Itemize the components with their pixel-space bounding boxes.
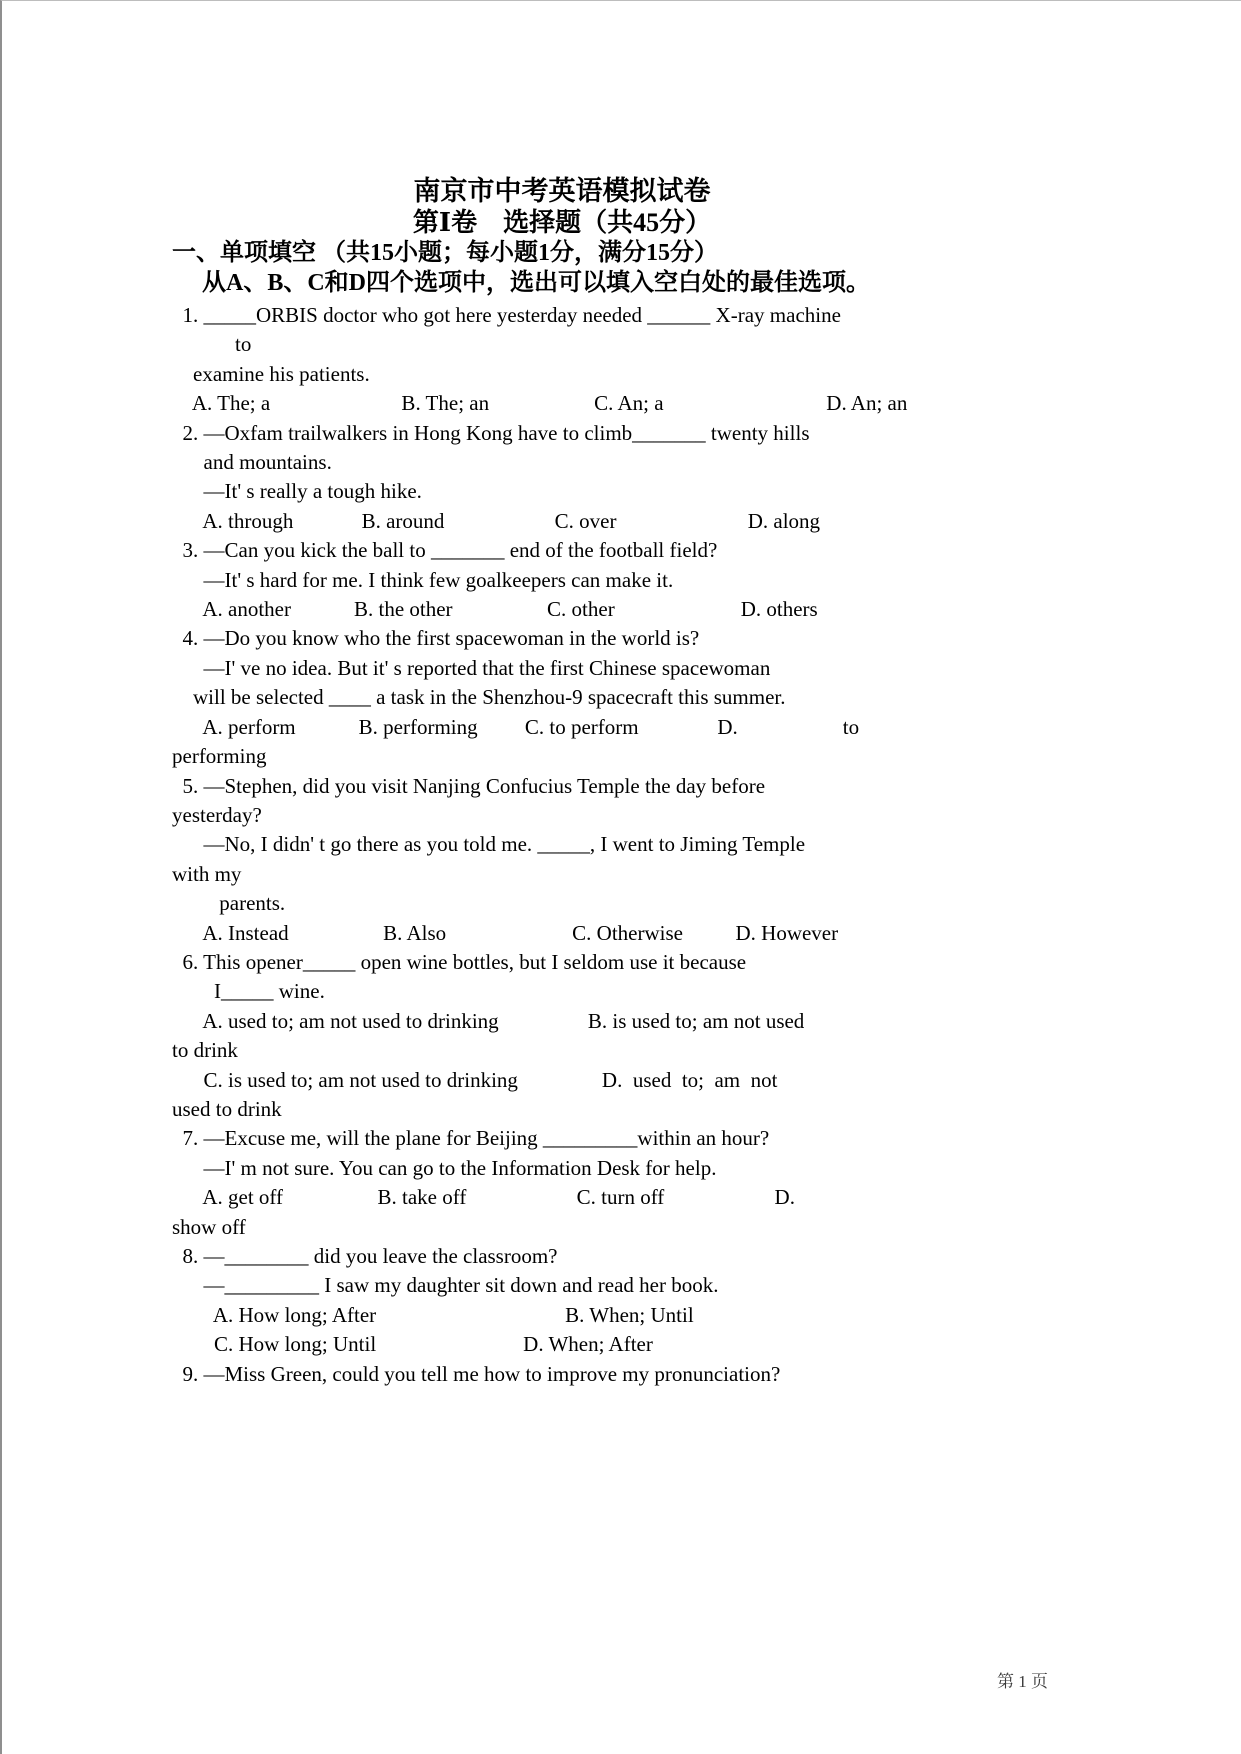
section-heading: 一、单项填空 （共15小题；每小题1分，满分15分）: [172, 240, 718, 266]
text-line: —I' ve no idea. But it' s reported that the first Chinese spacewoman: [172, 655, 771, 680]
text-line: 3. —Can you kick the ball to _______ end of the football field?: [172, 538, 718, 563]
text-line: to: [172, 332, 252, 357]
text-line: —It' s really a tough hike.: [172, 479, 422, 504]
text-line: parents.: [172, 891, 286, 916]
text-line: A. another B. the other C. other D. others: [172, 597, 818, 622]
text-line: C. is used to; am not used to drinking D. used to; am not: [172, 1067, 778, 1092]
text-line: and mountains.: [172, 450, 332, 475]
text-line: A. get off B. take off C. turn off D.: [172, 1185, 795, 1210]
text-line: to drink: [172, 1038, 238, 1063]
text-line: A. perform B. performing C. to perform D. to: [172, 714, 860, 739]
section-instruction: 从A、B、C和D四个选项中，选出可以填入空白处的最佳选项。: [202, 270, 871, 296]
document-subtitle: 第Ⅰ卷 选择题（共45分）: [412, 208, 712, 237]
text-line: 4. —Do you know who the first spacewoman in the world is?: [172, 626, 700, 651]
text-line: show off: [172, 1214, 246, 1239]
text-line: C. How long; Until D. When; After: [172, 1332, 653, 1357]
text-line: A. through B. around C. over D. along: [172, 508, 821, 533]
text-line: 9. —Miss Green, could you tell me how to improve my pronunciation?: [172, 1361, 781, 1386]
text-line: 5. —Stephen, did you visit Nanjing Confucius Temple the day before: [172, 773, 766, 798]
text-line: with my: [172, 861, 242, 886]
text-line: A. The; a B. The; an C. An; a D. An; an: [172, 391, 908, 416]
text-line: 1. _____ORBIS doctor who got here yesterday needed ______ X-ray machine: [172, 303, 841, 327]
text-line: —No, I didn' t go there as you told me. _____, I went to Jiming Temple: [172, 832, 806, 857]
text-line: 7. —Excuse me, will the plane for Beijing _________within an hour?: [172, 1126, 770, 1151]
text-line: will be selected ____ a task in the Shenzhou-9 spacecraft this summer.: [172, 685, 786, 710]
page-number: 第 1 页: [997, 1672, 1048, 1691]
text-line: A. used to; am not used to drinking B. is used to; am not used: [172, 1008, 805, 1033]
text-line: —_________ I saw my daughter sit down and read her book.: [172, 1273, 719, 1298]
text-line: examine his patients.: [172, 361, 370, 386]
text-line: 8. —________ did you leave the classroom?: [172, 1244, 558, 1268]
text-line: performing: [172, 744, 267, 769]
text-line: yesterday?: [172, 802, 262, 827]
document-body: [172, 175, 1082, 1389]
question-lines: [172, 301, 1082, 1389]
text-line: I_____ wine.: [172, 979, 325, 1004]
document-title: 南京市中考英语模拟试卷: [413, 176, 711, 206]
text-line: A. Instead B. Also C. Otherwise D. However: [172, 920, 839, 945]
text-line: 2. —Oxfam trailwalkers in Hong Kong have to climb_______ twenty hills: [172, 420, 810, 445]
text-line: —It' s hard for me. I think few goalkeepers can make it.: [172, 567, 674, 592]
text-line: —I' m not sure. You can go to the Information Desk for help.: [172, 1155, 717, 1180]
text-line: used to drink: [172, 1096, 282, 1121]
text-line: A. How long; After B. When; Until: [172, 1302, 694, 1327]
text-line: 6. This opener_____ open wine bottles, but I seldom use it because: [172, 949, 747, 974]
